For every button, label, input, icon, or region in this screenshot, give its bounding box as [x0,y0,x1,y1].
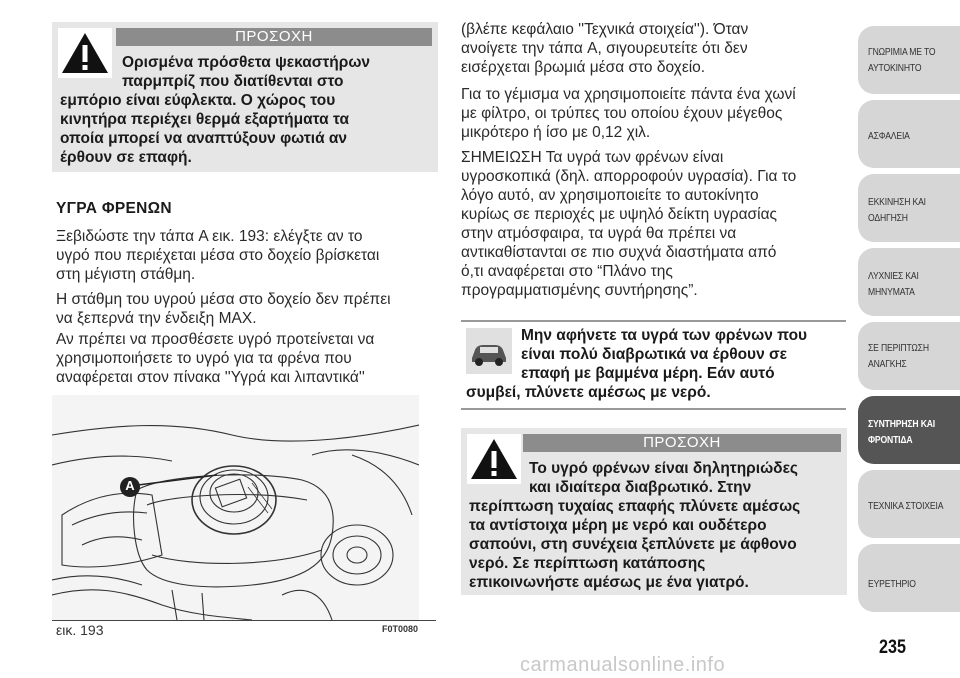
paragraph-add-fluid [56,330,446,387]
text-line: Η στάθμη του υγρού μέσα στο δοχείο δεν πρέπει [56,291,391,308]
text-line: ό,τι αναφέρεται στο “Πλάνο της [461,263,673,280]
sidebar-tab-label: ΛΥΧΝΙΕΣ ΚΑΙ ΜΗΝΥΜΑΤΑ [868,270,919,298]
text-line: αναφέρεται στον πίνακα ''Υγρά και λιπαντικά'' [56,369,365,386]
text-line: Αν πρέπει να προσθέσετε υγρό προτείνεται να [56,331,375,348]
warning-box-toxic [461,428,847,595]
warning-title: ΠΡΟΣΟΧΗ [523,434,841,452]
text-line: υγροσκοπικά (δηλ. απορροφούν υγρασία). Για το [461,168,797,185]
text-line: Για το γέμισμα να χρησιμοποιείτε πάντα ένα χωνί [461,86,796,103]
callout-label-a: A [125,478,135,493]
warning-box-flammable [52,22,438,172]
sidebar-tab-label: ΤΕΧΝΙΚΑ ΣΤΟΙΧΕΙΑ [868,500,944,512]
sidebar-tab-technical-data[interactable] [858,470,960,538]
sidebar-tab-maintenance[interactable] [858,396,960,464]
text-line: (βλέπε κεφάλαιο ''Τεχνικά στοιχεία''). Όταν [461,21,749,38]
text-line: στην ατμόσφαιρα, τα υγρά θα πρέπει να [461,225,737,242]
warning-line: οποία μπορεί να αναπτύξουν φωτιά αν [60,130,348,147]
warning-title: ΠΡΟΣΟΧΗ [116,28,432,46]
sidebar-tab-warning-lights[interactable] [858,248,960,316]
paragraph-note-hygroscopic [461,148,851,300]
text-line: κυρίως σε περιοχές με υψηλό δείκτη υγρασίας [461,206,778,223]
warning-line: Το υγρό φρένων είναι δηλητηριώδες [529,460,798,477]
warning-line: νερό. Σε περίπτωση κατάποσης [469,555,706,572]
warning-line: παρμπρίζ που διατίθενται στο [122,73,344,90]
note-line: συμβεί, πλύνετε αμέσως με νερό. [466,384,711,401]
note-line: είναι πολύ διαβρωτικά να έρθουν σε [521,346,787,363]
sidebar-tab-emergency[interactable] [858,322,960,390]
warning-line: έρθουν σε επαφή. [60,149,192,166]
text-line: προγραμματισμένης συντήρησης”. [461,282,698,299]
section-heading: ΥΓΡΑ ΦΡΕΝΩΝ [56,200,172,217]
paragraph-funnel [461,85,851,142]
text-line: υγρό που περιέχεται μέσα στο δοχείο βρίσκεται [56,247,380,264]
sidebar-tab-starting-driving[interactable] [858,174,960,242]
warning-line: τα αντίστοιχα μέρη με νερό και ουδέτερο [469,517,767,534]
warning-line: κινητήρα περιέχει θερμά εξαρτήματα τα [60,111,349,128]
sidebar-tab-label: ΕΚΚΙΝΗΣΗ ΚΑΙ ΟΔΗΓΗΣΗ [868,196,926,224]
warning-line: επικοινωνήστε αμέσως με ένα γιατρό. [469,574,749,591]
sidebar-tab-safety[interactable] [858,100,960,168]
page-number: 235 [879,637,906,658]
sidebar-tab-label: ΕΥΡΕΤΗΡΙΟ [868,578,916,590]
watermark: carmanualsonline.info [520,654,726,676]
sidebar-tab-label: ΑΣΦΑΛΕΙΑ [868,130,910,142]
text-line: στη μέγιστη στάθμη. [56,266,196,283]
warning-line: εμπόριο είναι εύφλεκτα. Ο χώρος του [60,92,336,109]
note-top-rule [461,320,846,322]
warning-line: σαπούνι, στη συνέχεια ξεπλύνετε με άφθονο [469,536,797,553]
note-paint-damage [466,326,851,402]
warning-line: και ιδιαίτερα διαβρωτικό. Στην [529,479,752,496]
sidebar-tab-index[interactable] [858,544,960,612]
figure-code: F0T0080 [382,624,419,634]
text-line: Ξεβιδώστε την τάπα A εικ. 193: ελέγξτε αν το [56,228,363,245]
note-line: επαφή με βαμμένα μέρη. Εάν αυτό [521,365,775,382]
sidebar-tab-label: ΣΕ ΠΕΡΙΠΤΩΣΗ ΑΝΑΓΚΗΣ [868,342,929,370]
text-line: ΣΗΜΕΙΩΣΗ Τα υγρά των φρένων είναι [461,149,724,166]
warning-line: περίπτωση τυχαίας επαφής πλύνετε αμέσως [469,498,801,515]
paragraph-check-level [56,227,446,284]
text-line: μικρότερο ή ίσο με 0,12 χιλ. [461,124,651,141]
figure-divider [52,620,436,621]
paragraph-max-level [56,290,446,328]
reservoir-illustration [52,395,419,620]
sidebar-tab-getting-to-know[interactable] [858,26,960,94]
warning-line: Ορισμένα πρόσθετα ψεκαστήρων [122,54,371,71]
text-line: λόγο αυτό, αν χρησιμοποιείτε το αυτοκίνητο [461,187,759,204]
paragraph-see-chapter [461,20,851,77]
note-line: Μην αφήνετε τα υγρά των φρένων που [521,327,808,344]
note-bottom-rule [461,408,846,410]
sidebar-tab-label: ΓΝΩΡΙΜΙΑ ΜΕ ΤΟ ΑΥΤΟΚΙΝΗΤΟ [868,46,936,74]
brake-fluid-reservoir-figure [52,395,419,620]
warning-text [469,459,847,592]
warning-text [60,53,436,167]
text-line: να ξεπερνά την ένδειξη MAX. [56,310,257,327]
text-line: αντικαθίστανται σε πιο συχνά διαστήματα από [461,244,777,261]
text-line: εισέρχεται βρωμιά μέσα στο δοχείο. [461,59,706,76]
text-line: ανοίγετε την τάπα A, σιγουρευτείτε ότι δεν [461,40,748,57]
sidebar-tab-label: ΣΥΝΤΗΡΗΣΗ ΚΑΙ ΦΡΟΝΤΙΔΑ [868,418,936,446]
text-line: χρησιμοποιήσετε το υγρό για τα φρένα που [56,350,352,367]
text-line: με φίλτρο, οι τρύπες του οποίου έχουν μέγεθος [461,105,783,122]
figure-caption: εικ. 193 [56,622,104,638]
